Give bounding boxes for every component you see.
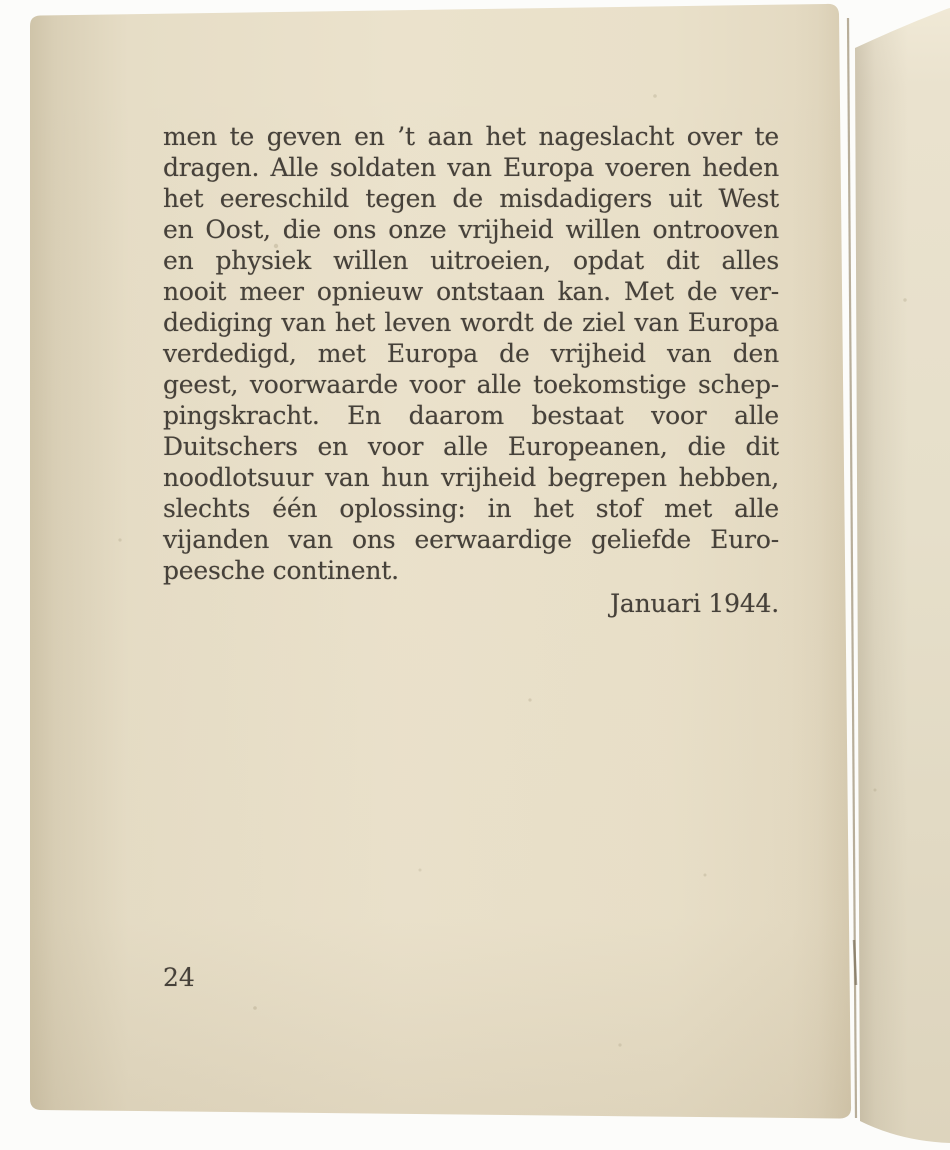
text-line: verdedigd, met Europa de vrijheid van den xyxy=(163,339,779,368)
page-number: 24 xyxy=(163,963,195,992)
text-line: dragen. Alle soldaten van Europa voeren heden xyxy=(163,153,779,182)
text-line: peesche continent. xyxy=(163,556,399,585)
text-line: slechts één oplossing: in het stof met alle xyxy=(163,494,779,523)
text-line: dediging van het leven wordt de ziel van Europa xyxy=(163,308,779,337)
text-line: en Oost, die ons onze vrijheid willen ontrooven xyxy=(163,215,779,244)
text-line: Duitschers en voor alle Europeanen, die dit xyxy=(163,432,779,461)
text-line: vijanden van ons eerwaardige geliefde Euro- xyxy=(163,525,779,554)
dateline: Januari 1944. xyxy=(610,589,779,618)
text-line: noodlotsuur van hun vrijheid begrepen hebben, xyxy=(163,463,779,492)
text-line: men te geven en ’t aan het nageslacht over te xyxy=(163,122,779,151)
text-line: pingskracht. En daarom bestaat voor alle xyxy=(163,401,779,430)
text-line: het eereschild tegen de misdadigers uit West xyxy=(163,184,779,213)
text-line: geest, voorwaarde voor alle toekomstige schep- xyxy=(163,370,779,399)
body-text xyxy=(163,121,779,619)
text-line: nooit meer opnieuw ontstaan kan. Met de ver- xyxy=(163,277,779,306)
text-line: en physiek willen uitroeien, opdat dit alles xyxy=(163,246,779,275)
